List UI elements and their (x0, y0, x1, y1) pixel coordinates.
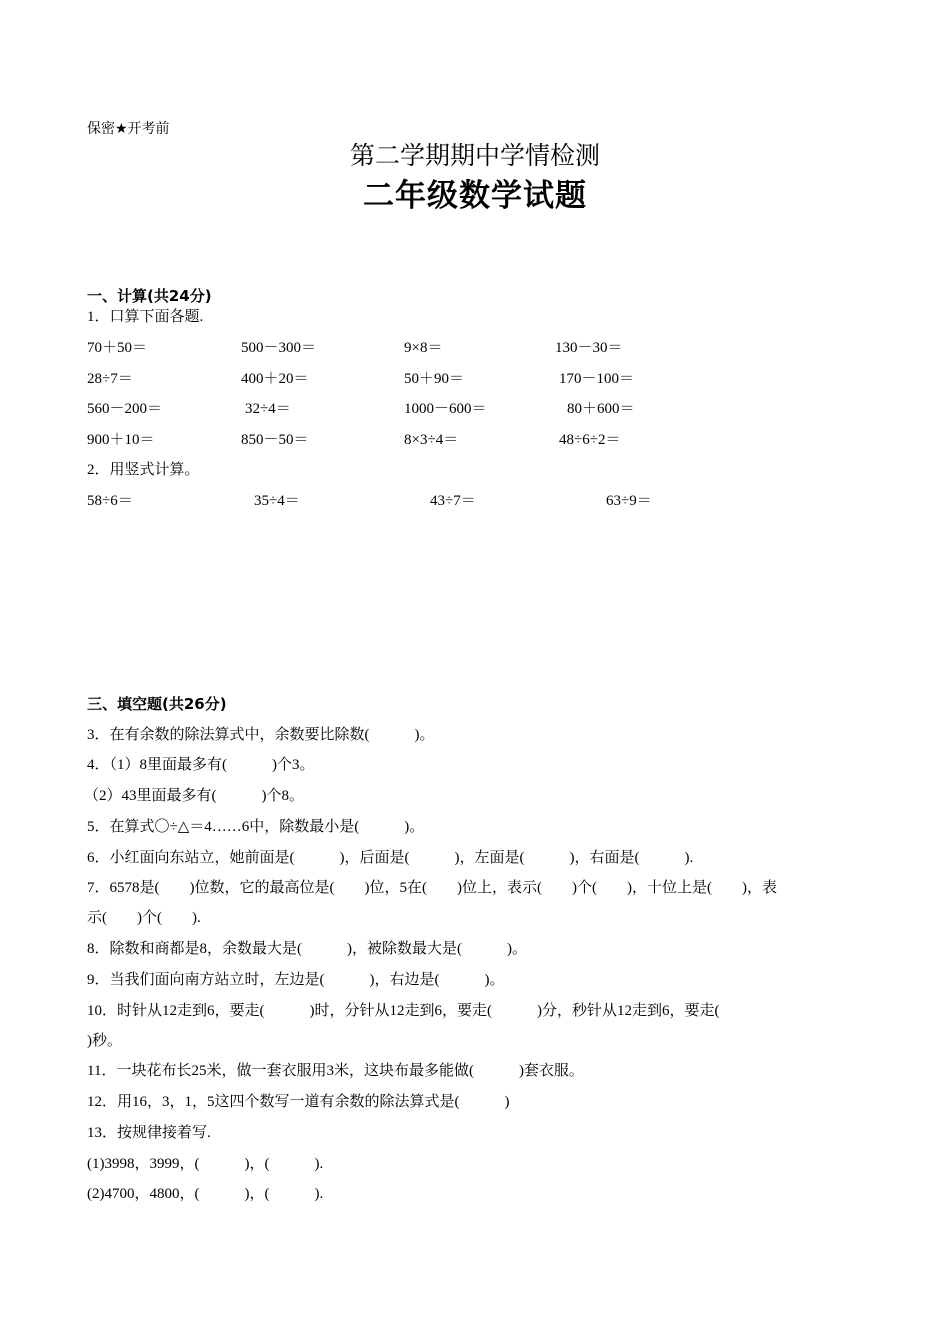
oral-item: 560－200＝ (87, 401, 163, 417)
question-13-part1: (1)3998，3999，( )，( ). (87, 1156, 324, 1172)
question-10-line1: 10．时针从12走到6，要走( )时，分针从12走到6，要走( )分，秒针从12走到6，要走( (87, 1003, 720, 1019)
question-10-line2: )秒。 (87, 1033, 122, 1049)
question-8: 8．除数和商都是8，余数最大是( )，被除数最大是( )。 (87, 941, 527, 957)
oral-item: 500－300＝ (241, 340, 317, 356)
question-12: 12．用16，3，1，5这四个数写一道有余数的除法算式是( ) (87, 1094, 510, 1110)
question-2-label: 2．用竖式计算。 (87, 462, 200, 478)
question-13-part2: (2)4700，4800，( )，( ). (87, 1186, 324, 1202)
oral-item: 8×3÷4＝ (404, 432, 459, 448)
oral-item: 400＋20＝ (241, 371, 309, 387)
question-7-line1: 7．6578是( )位数，它的最高位是( )位，5在( )位上，表示( )个( )，十位上是( )，表 (87, 880, 777, 896)
question-4-part2: （2）43里面最多有( )个8。 (84, 788, 304, 804)
oral-item: 130－30＝ (555, 340, 623, 356)
oral-item: 1000－600＝ (404, 401, 487, 417)
oral-item: 900＋10＝ (87, 432, 155, 448)
question-6: 6．小红面向东站立，她前面是( )，后面是( )，左面是( )，右面是( ). (87, 850, 694, 866)
vertical-item: 63÷9＝ (606, 493, 652, 509)
oral-item: 70＋50＝ (87, 340, 148, 356)
question-13-label: 13．按规律接着写. (87, 1125, 211, 1141)
question-1-label: 1．口算下面各题. (87, 309, 204, 325)
vertical-item: 43÷7＝ (430, 493, 476, 509)
question-4-part1: 4．（1）8里面最多有( )个3。 (87, 757, 315, 773)
oral-item: 48÷6÷2＝ (559, 432, 621, 448)
oral-item: 32÷4＝ (245, 401, 291, 417)
oral-item: 50＋90＝ (404, 371, 465, 387)
section3-heading: 三、填空题(共26分) (87, 695, 227, 713)
oral-item: 170－100＝ (559, 371, 635, 387)
vertical-item: 58÷6＝ (87, 493, 133, 509)
question-5: 5．在算式〇÷△＝4……6中，除数最小是( )。 (87, 819, 425, 835)
exam-title: 二年级数学试题 (363, 178, 587, 214)
oral-item: 9×8＝ (404, 340, 443, 356)
question-7-line2: 示( )个( ). (87, 910, 201, 926)
vertical-item: 35÷4＝ (254, 493, 300, 509)
question-11: 11．一块花布长25米，做一套衣服用3米，这块布最多能做( )套衣服。 (87, 1063, 584, 1079)
question-3: 3．在有余数的除法算式中，余数要比除数( )。 (87, 727, 435, 743)
oral-item: 850－50＝ (241, 432, 309, 448)
question-9: 9．当我们面向南方站立时，左边是( )，右边是( )。 (87, 972, 505, 988)
oral-item: 80＋600＝ (567, 401, 635, 417)
confidential-label: 保密★开考前 (87, 121, 170, 137)
section1-heading: 一、计算(共24分) (87, 287, 212, 305)
exam-subtitle: 第二学期期中学情检测 (349, 141, 600, 170)
oral-item: 28÷7＝ (87, 371, 133, 387)
